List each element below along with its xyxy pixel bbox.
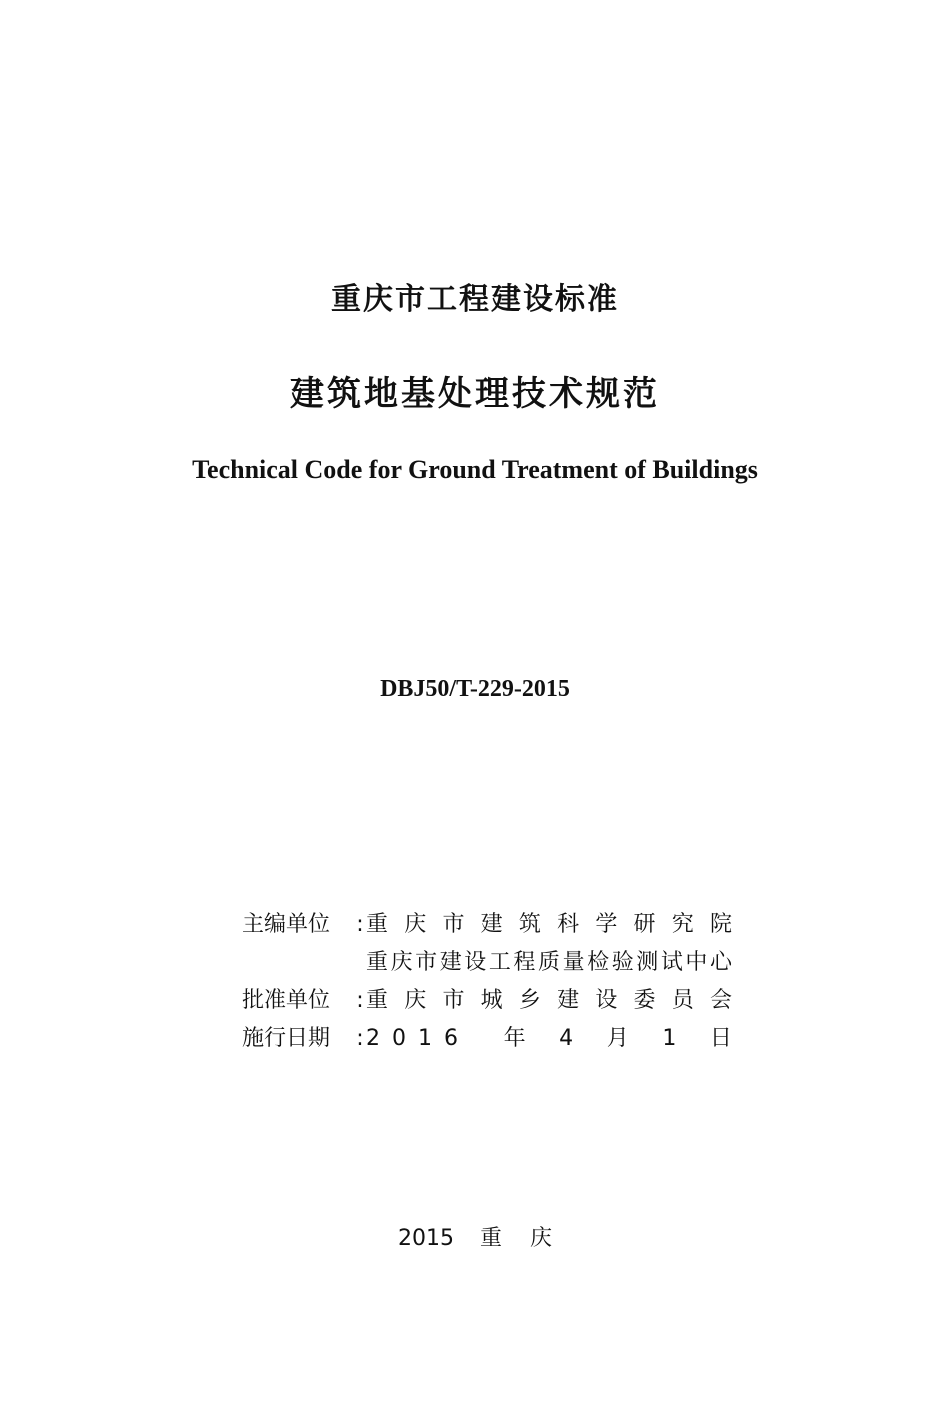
date-year: 2016 [366,1026,470,1051]
standard-number: DBJ50/T-229-2015 [380,676,570,702]
publication-info [242,906,732,1058]
date-month-unit: 月 [606,1026,629,1051]
main-title: 建筑地基处理技术规范 [290,374,660,414]
spacer [354,944,366,982]
footer-city-char-2: 庆 [530,1226,553,1251]
implementation-date-row [242,1020,732,1058]
date-day-unit: 日 [709,1026,732,1051]
chief-editor-row-2 [242,944,732,982]
implementation-date [366,1020,732,1058]
implementation-date-label: 施行日期 [242,1026,331,1051]
approval-row [242,982,732,1020]
chief-editor-row [242,906,732,944]
spacer [242,944,354,982]
series-title: 重庆市工程建设标准 [331,282,619,317]
approval-colon: : [356,988,364,1013]
footer-imprint [0,1221,950,1252]
approval-label: 批准单位 [242,988,331,1013]
implementation-date-colon: : [356,1026,364,1051]
approval-unit: 重庆市城乡建设委员会 [366,988,732,1013]
chief-editor-unit-1: 重庆市建筑科学研究院 [366,912,732,937]
chief-editor-unit-2: 重庆市建设工程质量检验测试中心 [366,950,732,975]
footer-year: 2015 [397,1226,454,1251]
date-day: 1 [662,1026,677,1051]
chief-editor-colon: : [356,912,364,937]
date-year-unit: 年 [503,1026,526,1051]
date-month: 4 [559,1026,574,1051]
footer-city-char-1: 重 [479,1226,502,1251]
english-title: Technical Code for Ground Treatment of Buildings [192,455,758,484]
chief-editor-label: 主编单位 [242,912,331,937]
